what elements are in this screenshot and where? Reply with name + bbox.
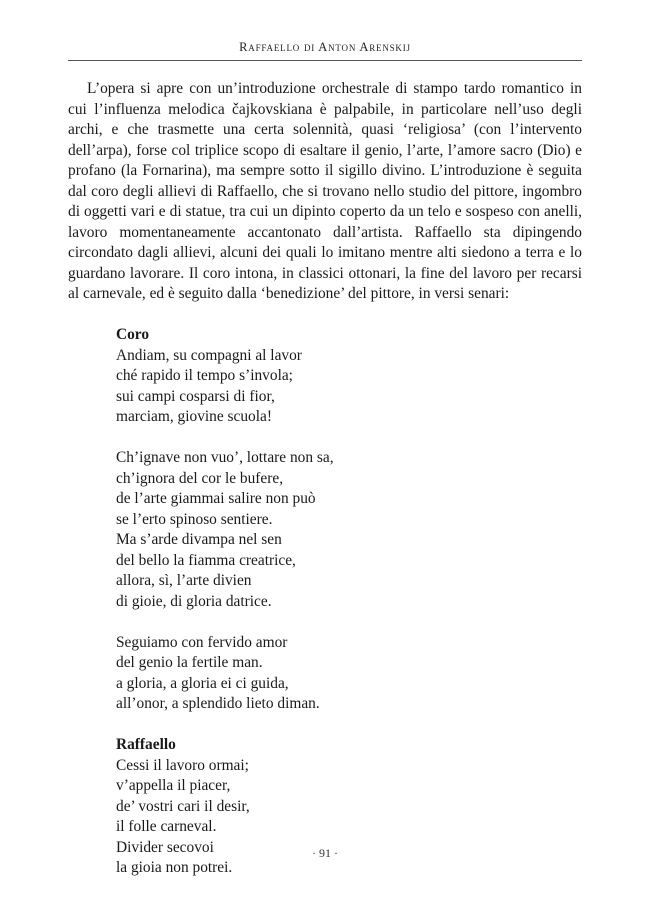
body-paragraph: L’opera si apre con un’introduzione orchestrale di stampo tardo romantico in cui l’influenza melodica čajkovskiana è palpabile, in particolare nell’uso degli archi, e che trasmette una certa solennità, quasi ‘religiosa’ (con l’intervento dell’arpa), forse col triplice scopo di esaltare il genio, l’arte, l’amore sacro (Dio) e profano (la Fornarina), ma sempre sotto il sigillo divino. L’introduzione è seguita dal coro degli allievi di Raffaello, che si trovano nello studio del pittore, ingombro di oggetti vari e di statue, tra cui un dipinto coperto da un telo e sospeso con anelli, lavoro momentaneamente accantonato dall’artista. Raffaello sta dipingendo circondato dagli allievi, alcuni dei quali lo imitano mentre alti siedono a terra e lo guardano lavorare. Il coro intona, in classici ottonari, la fine del lavoro per recarsi al carnevale, ed è seguito dalla ‘benedizione’ del pittore, in versi senari: (68, 80, 582, 302)
verse-line: Divider secovoi (116, 838, 214, 856)
verse-line: Seguiamo con fervido amor (116, 633, 288, 651)
verse-line: all’onor, a splendido lieto diman. (116, 695, 320, 712)
verse-line: Ma s’arde divampa nel sen (116, 531, 282, 548)
verse-line: il folle carneval. (116, 818, 217, 835)
verse-line: la gioia non potrei. (116, 859, 233, 876)
verse-line: Andiam, su compagni al lavor (116, 346, 302, 364)
verse-line: allora, sì, l’arte divien (116, 572, 252, 589)
verse-line: ch’ignora del cor le bufere, (116, 469, 284, 487)
stanza (116, 448, 556, 612)
verse-line: a gloria, a gloria ei ci guida, (116, 674, 289, 692)
verse-line: sui campi cosparsi di fior, (116, 387, 275, 405)
speaker-name: Raffaello (116, 736, 176, 753)
libretto-verse (116, 325, 556, 899)
verse-line: Ch’ignave non vuo’, lottare non sa, (116, 449, 334, 466)
verse-line: ché rapido il tempo s’invola; (116, 367, 293, 384)
page-number: · 91 · (312, 846, 338, 860)
verse-line: di gioie, di gloria datrice. (116, 592, 272, 610)
speaker-name: Coro (116, 326, 150, 343)
verse-line: se l’erto spinoso sentiere. (116, 510, 273, 528)
verse-line: v’appella il piacer, (116, 777, 231, 794)
verse-line: marciam, giovine scuola! (116, 408, 272, 425)
running-head: Raffaello di Anton Arenskij (239, 40, 411, 54)
verse-line: del genio la fertile man. (116, 654, 263, 671)
stanza (116, 325, 556, 428)
verse-line: de l’arte giammai salire non può (116, 490, 316, 507)
verse-line: de’ vostri cari il desir, (116, 797, 250, 815)
stanza (116, 633, 556, 715)
verse-line: Cessi il lavoro ormai; (116, 756, 249, 774)
header-rule (68, 60, 582, 61)
verse-line: del bello la fiamma creatrice, (116, 551, 296, 569)
